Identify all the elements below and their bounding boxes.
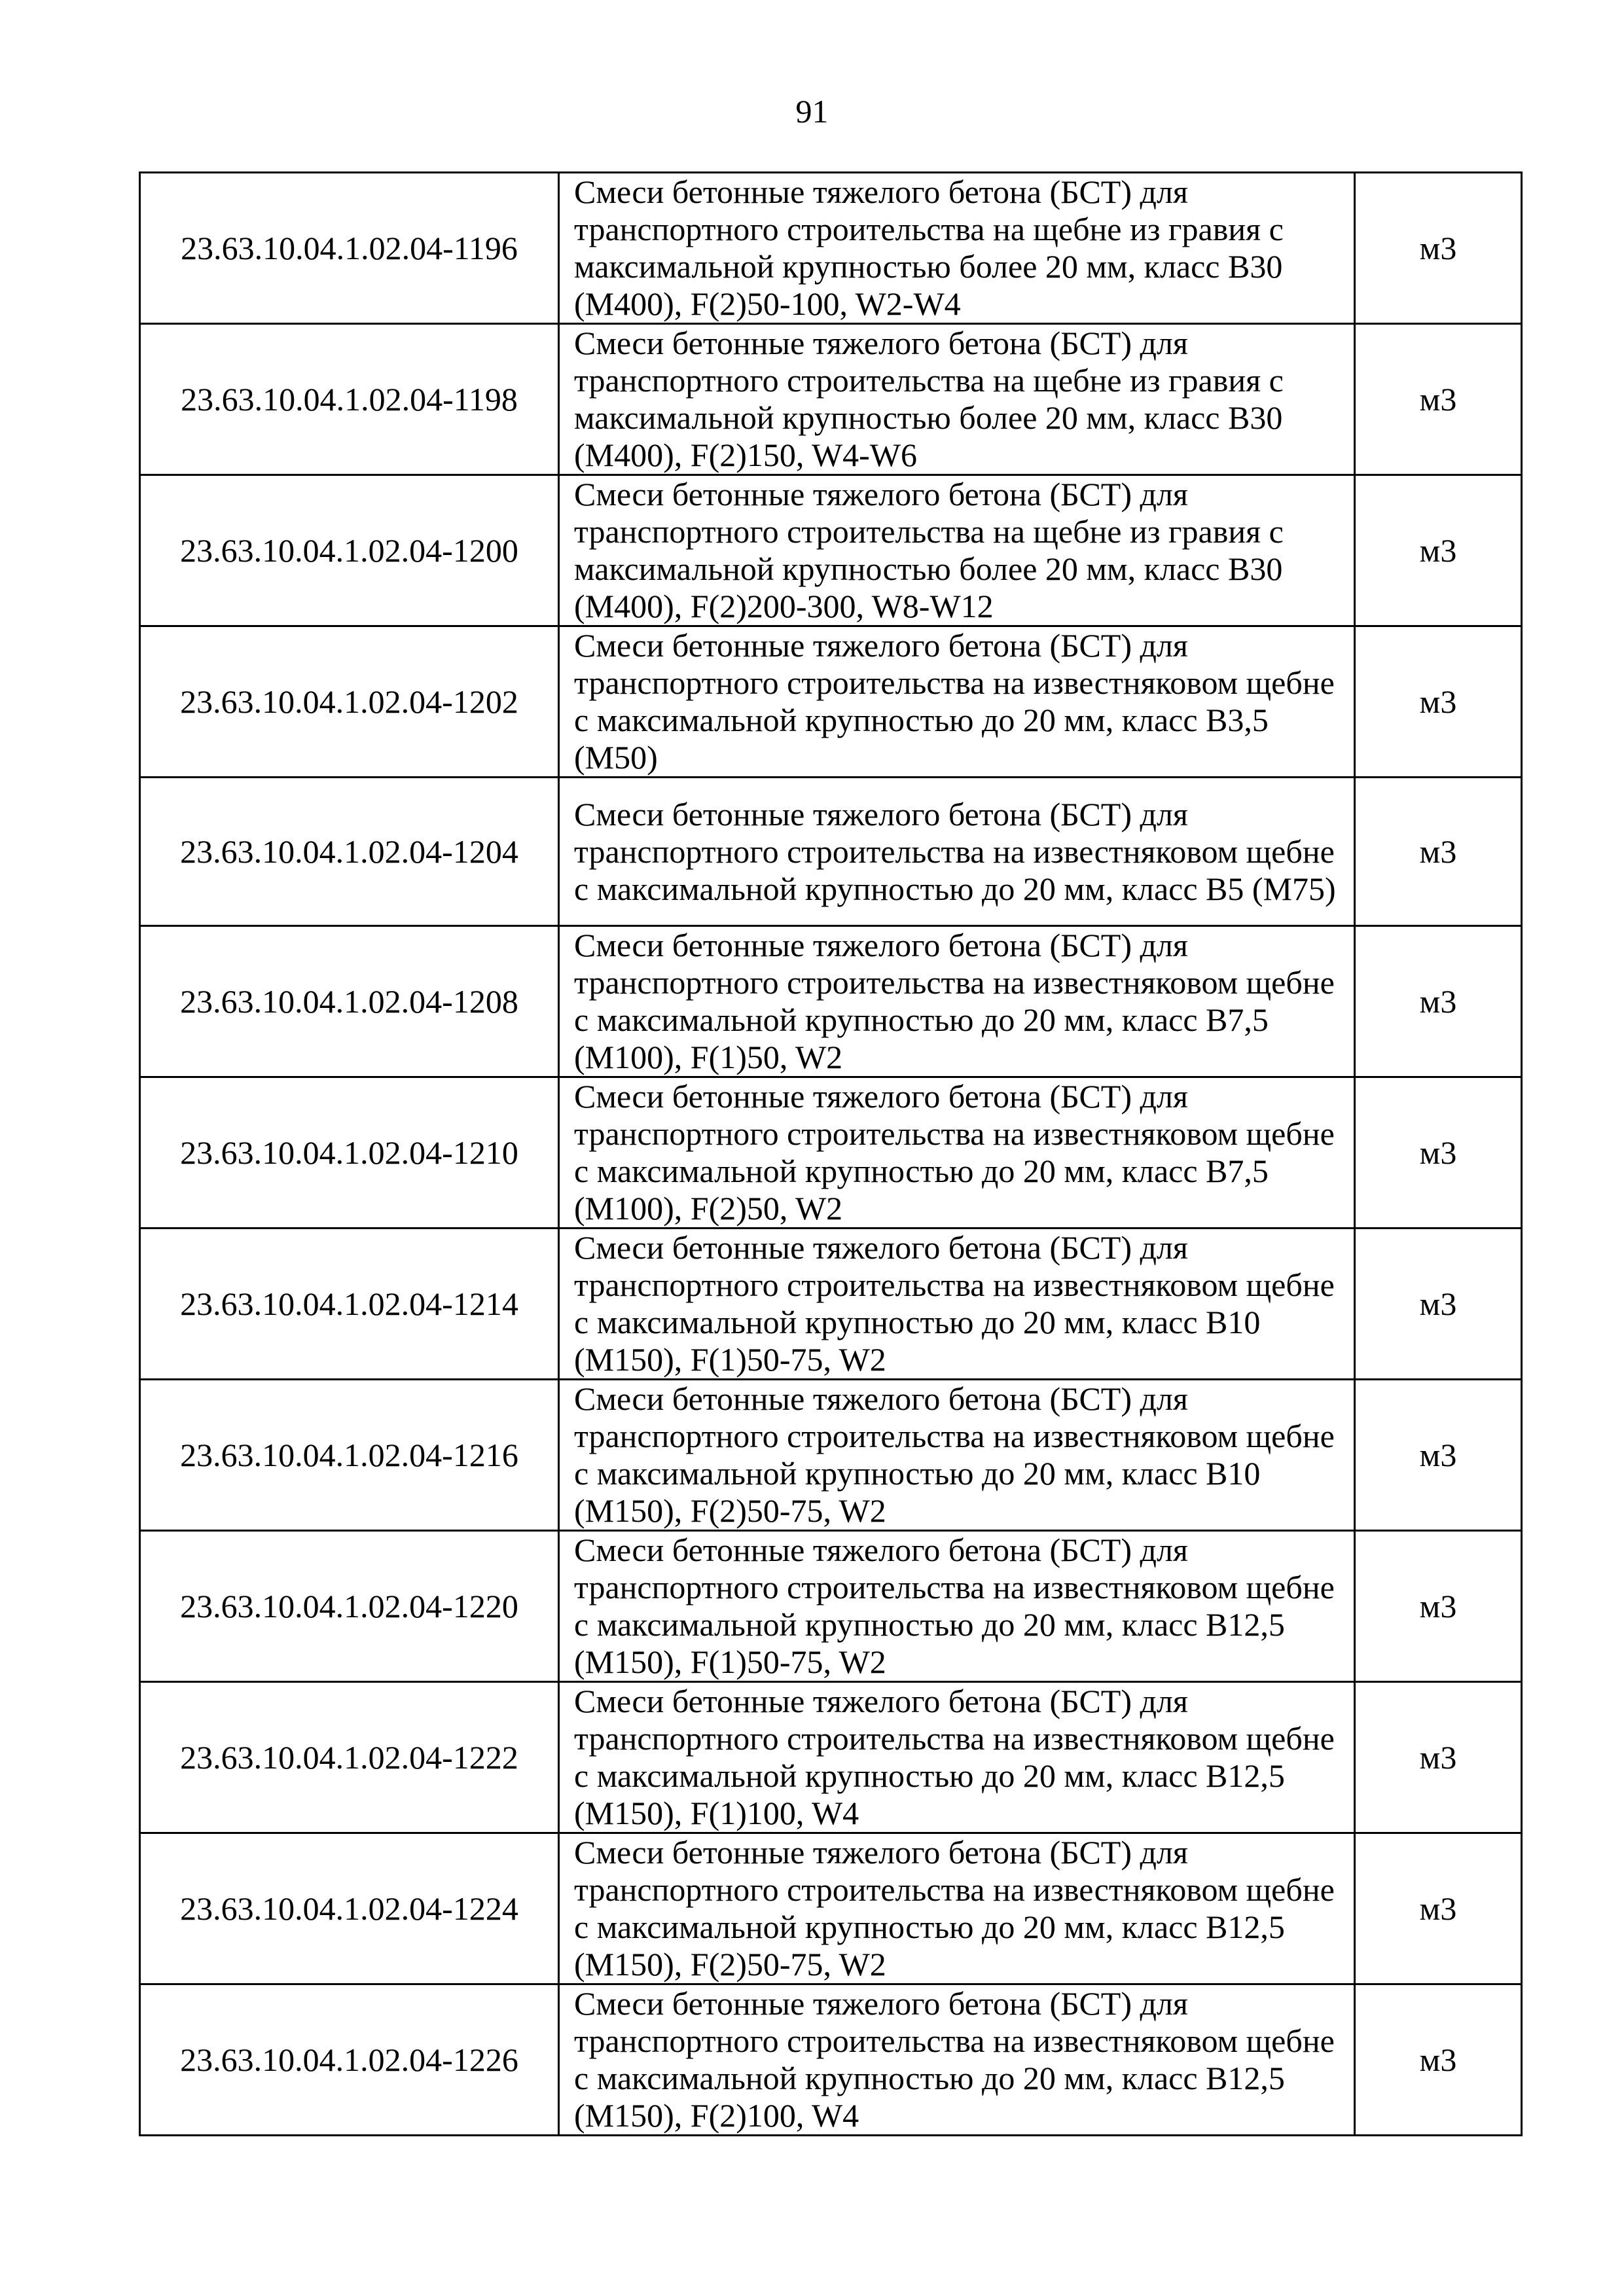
page-number: 91 — [795, 93, 829, 130]
table-row — [140, 926, 1522, 1077]
unit-of-measure: м3 — [1355, 1682, 1522, 1833]
resource-description — [559, 1984, 1355, 2136]
description-text: Смеси бетонные тяжелого бетона (БСТ) для транспортного строительства на щебне из гравия с максимальной крупностью более 20 мм, класс В30 (М400), F(2)200-300, W8-W12 — [574, 476, 1284, 624]
description-text: Смеси бетонные тяжелого бетона (БСТ) для транспортного строительства на известняковом щебне с максимальной крупностью до 20 мм, класс В3,5 (М50) — [574, 627, 1335, 776]
description-text: Смеси бетонные тяжелого бетона (БСТ) для транспортного строительства на известняковом щебне с максимальной крупностью до 20 мм, класс В12,5 (М150), F(1)100, W4 — [574, 1683, 1335, 1831]
resource-description — [559, 626, 1355, 778]
description-text: Смеси бетонные тяжелого бетона (БСТ) для транспортного строительства на известняковом щебне с максимальной крупностью до 20 мм, класс В7,5 (М100), F(2)50, W2 — [574, 1078, 1335, 1227]
unit-of-measure: м3 — [1355, 1833, 1522, 1984]
table-row — [140, 1531, 1522, 1682]
unit-of-measure: м3 — [1355, 1984, 1522, 2136]
description-text: Смеси бетонные тяжелого бетона (БСТ) для транспортного строительства на известняковом щебне с максимальной крупностью до 20 мм, класс В10 (М150), F(2)50-75, W2 — [574, 1380, 1335, 1529]
table-row — [140, 1380, 1522, 1531]
unit-of-measure: м3 — [1355, 324, 1522, 475]
description-text: Смеси бетонные тяжелого бетона (БСТ) для транспортного строительства на известняковом щебне с максимальной крупностью до 20 мм, класс В12,5 (М150), F(1)50-75, W2 — [574, 1532, 1335, 1680]
table-row — [140, 1833, 1522, 1984]
table-row — [140, 1682, 1522, 1833]
description-text: Смеси бетонные тяжелого бетона (БСТ) для транспортного строительства на щебне из гравия с максимальной крупностью более 20 мм, класс В30 (М400), F(2)50-100, W2-W4 — [574, 173, 1284, 322]
resource-description — [559, 173, 1355, 324]
description-text: Смеси бетонные тяжелого бетона (БСТ) для транспортного строительства на известняковом щебне с максимальной крупностью до 20 мм, класс В12,5 (М150), F(2)100, W4 — [574, 1985, 1335, 2134]
table-row — [140, 1984, 1522, 2136]
resource-table — [139, 171, 1523, 2136]
description-text: Смеси бетонные тяжелого бетона (БСТ) для транспортного строительства на известняковом щебне с максимальной крупностью до 20 мм, класс В12,5 (М150), F(2)50-75, W2 — [574, 1834, 1335, 1982]
resource-description — [559, 926, 1355, 1077]
resource-description — [559, 1380, 1355, 1531]
resource-code: 23.63.10.04.1.02.04-1224 — [140, 1833, 559, 1984]
resource-description — [559, 1682, 1355, 1833]
resource-code: 23.63.10.04.1.02.04-1202 — [140, 626, 559, 778]
description-text: Смеси бетонные тяжелого бетона (БСТ) для транспортного строительства на щебне из гравия с максимальной крупностью более 20 мм, класс В30 (М400), F(2)150, W4-W6 — [574, 325, 1284, 473]
description-text: Смеси бетонные тяжелого бетона (БСТ) для транспортного строительства на известняковом щебне с максимальной крупностью до 20 мм, класс В5 (М75) — [574, 795, 1336, 907]
resource-code: 23.63.10.04.1.02.04-1208 — [140, 926, 559, 1077]
table-row — [140, 1077, 1522, 1229]
resource-description — [559, 1077, 1355, 1229]
resource-description — [559, 1229, 1355, 1380]
resource-description — [559, 1531, 1355, 1682]
table-row — [140, 778, 1522, 926]
table-row — [140, 475, 1522, 626]
resource-code: 23.63.10.04.1.02.04-1214 — [140, 1229, 559, 1380]
resource-code: 23.63.10.04.1.02.04-1226 — [140, 1984, 559, 2136]
unit-of-measure: м3 — [1355, 475, 1522, 626]
resource-code: 23.63.10.04.1.02.04-1216 — [140, 1380, 559, 1531]
resource-code: 23.63.10.04.1.02.04-1210 — [140, 1077, 559, 1229]
resource-code: 23.63.10.04.1.02.04-1222 — [140, 1682, 559, 1833]
unit-of-measure: м3 — [1355, 1077, 1522, 1229]
table-row — [140, 626, 1522, 778]
resource-code: 23.63.10.04.1.02.04-1198 — [140, 324, 559, 475]
resource-description — [559, 1833, 1355, 1984]
unit-of-measure: м3 — [1355, 1229, 1522, 1380]
table-row — [140, 173, 1522, 324]
resource-code: 23.63.10.04.1.02.04-1220 — [140, 1531, 559, 1682]
unit-of-measure: м3 — [1355, 778, 1522, 926]
unit-of-measure: м3 — [1355, 926, 1522, 1077]
description-text: Смеси бетонные тяжелого бетона (БСТ) для транспортного строительства на известняковом щебне с максимальной крупностью до 20 мм, класс В10 (М150), F(1)50-75, W2 — [574, 1229, 1335, 1378]
table-row — [140, 1229, 1522, 1380]
resource-description — [559, 324, 1355, 475]
resource-code: 23.63.10.04.1.02.04-1204 — [140, 778, 559, 926]
unit-of-measure: м3 — [1355, 1380, 1522, 1531]
resource-code: 23.63.10.04.1.02.04-1196 — [140, 173, 559, 324]
unit-of-measure: м3 — [1355, 1531, 1522, 1682]
resource-description — [559, 778, 1355, 926]
table-row — [140, 324, 1522, 475]
resource-code: 23.63.10.04.1.02.04-1200 — [140, 475, 559, 626]
unit-of-measure: м3 — [1355, 173, 1522, 324]
resource-description — [559, 475, 1355, 626]
unit-of-measure: м3 — [1355, 626, 1522, 778]
description-text: Смеси бетонные тяжелого бетона (БСТ) для транспортного строительства на известняковом щебне с максимальной крупностью до 20 мм, класс В7,5 (М100), F(1)50, W2 — [574, 927, 1335, 1075]
